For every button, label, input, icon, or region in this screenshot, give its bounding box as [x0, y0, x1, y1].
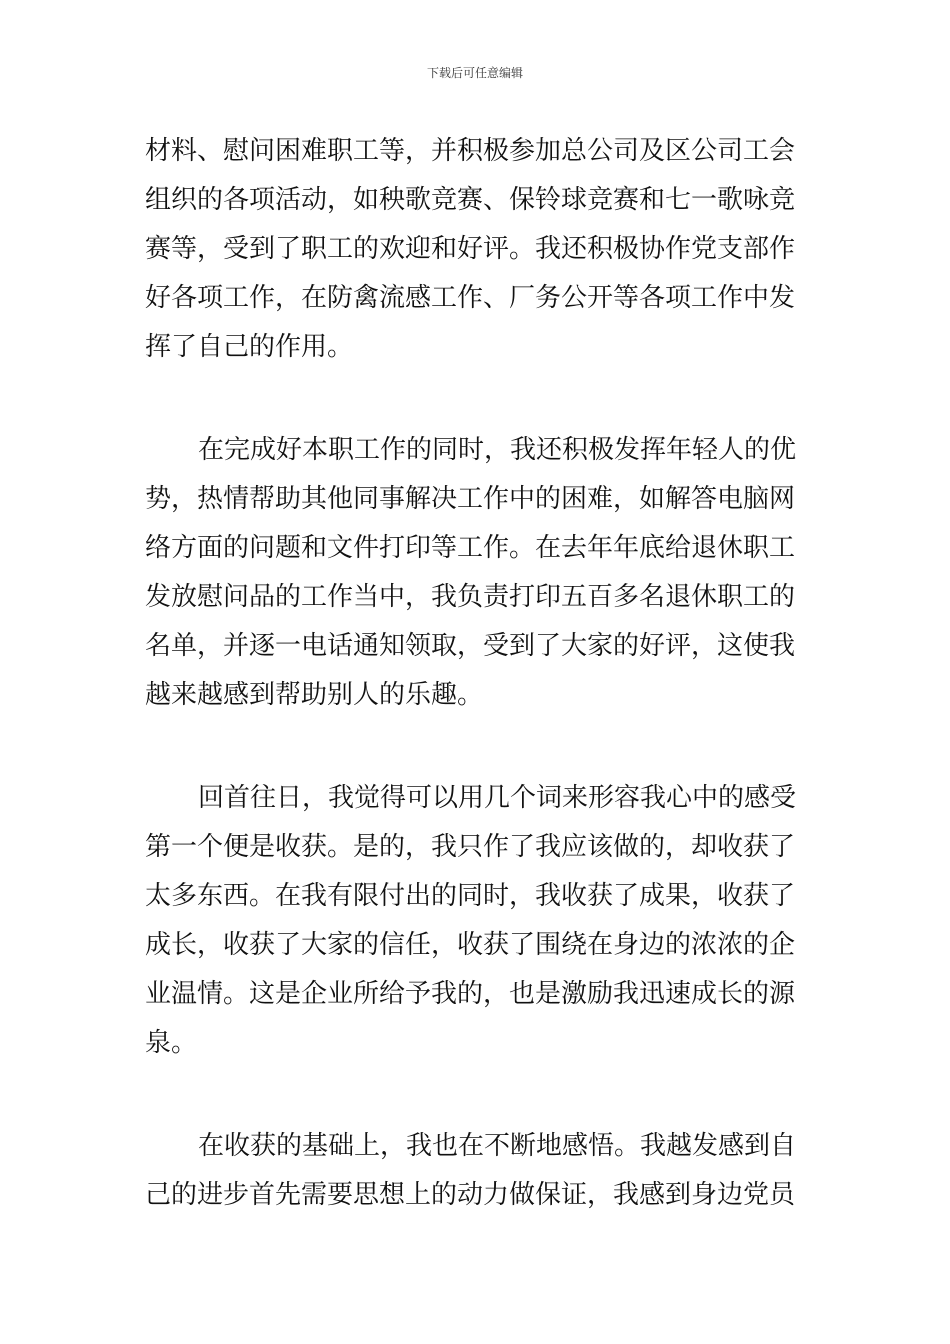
text-line: 泉。	[145, 1028, 198, 1058]
text-line: 己的进步首先需要思想上的动力做保证，我感到身边党员	[145, 1180, 796, 1210]
text-line: 越来越感到帮助别人的乐趣。	[145, 680, 484, 710]
paragraph-spacer	[145, 372, 807, 426]
text-line: 络方面的问题和文件打印等工作。在去年年底给退休职工	[145, 533, 796, 563]
text-line: 势，热情帮助其他同事解决工作中的困难，如解答电脑网	[145, 484, 796, 514]
text-line: 材料、慰问困难职工等，并积极参加总公司及区公司工会	[145, 136, 796, 166]
paragraph-spacer	[145, 720, 807, 774]
text-line: 太多东西。在我有限付出的同时，我收获了成果，收获了	[145, 881, 796, 911]
text-line: 挥了自己的作用。	[145, 332, 354, 362]
paragraph-4	[145, 1122, 807, 1220]
document-body	[145, 127, 807, 1220]
text-line: 成长，收获了大家的信任，收获了围绕在身边的浓浓的企	[145, 930, 796, 960]
text-line: 赛等，受到了职工的欢迎和好评。我还积极协作党支部作	[145, 234, 796, 264]
paragraph-2	[145, 426, 807, 720]
paragraph-spacer	[145, 1068, 807, 1122]
text-line: 发放慰问品的工作当中，我负责打印五百多名退休职工的	[145, 582, 796, 612]
text-line: 组织的各项活动，如秧歌竞赛、保铃球竞赛和七一歌咏竞	[145, 185, 796, 215]
text-line: 好各项工作，在防禽流感工作、厂务公开等各项工作中发	[145, 283, 796, 313]
text-line: 在收获的基础上，我也在不断地感悟。我越发感到自	[198, 1131, 797, 1161]
text-line: 第一个便是收获。是的，我只作了我应该做的，却收获了	[145, 832, 796, 862]
text-line: 业温情。这是企业所给予我的，也是激励我迅速成长的源	[145, 979, 796, 1009]
text-line: 名单，并逐一电话通知领取，受到了大家的好评，这使我	[145, 631, 796, 661]
page-header: 下载后可任意编辑	[426, 66, 523, 80]
text-line: 在完成好本职工作的同时，我还积极发挥年轻人的优	[198, 435, 797, 465]
paragraph-1	[145, 127, 807, 372]
text-line: 回首往日，我觉得可以用几个词来形容我心中的感受	[198, 783, 797, 813]
paragraph-3	[145, 774, 807, 1068]
